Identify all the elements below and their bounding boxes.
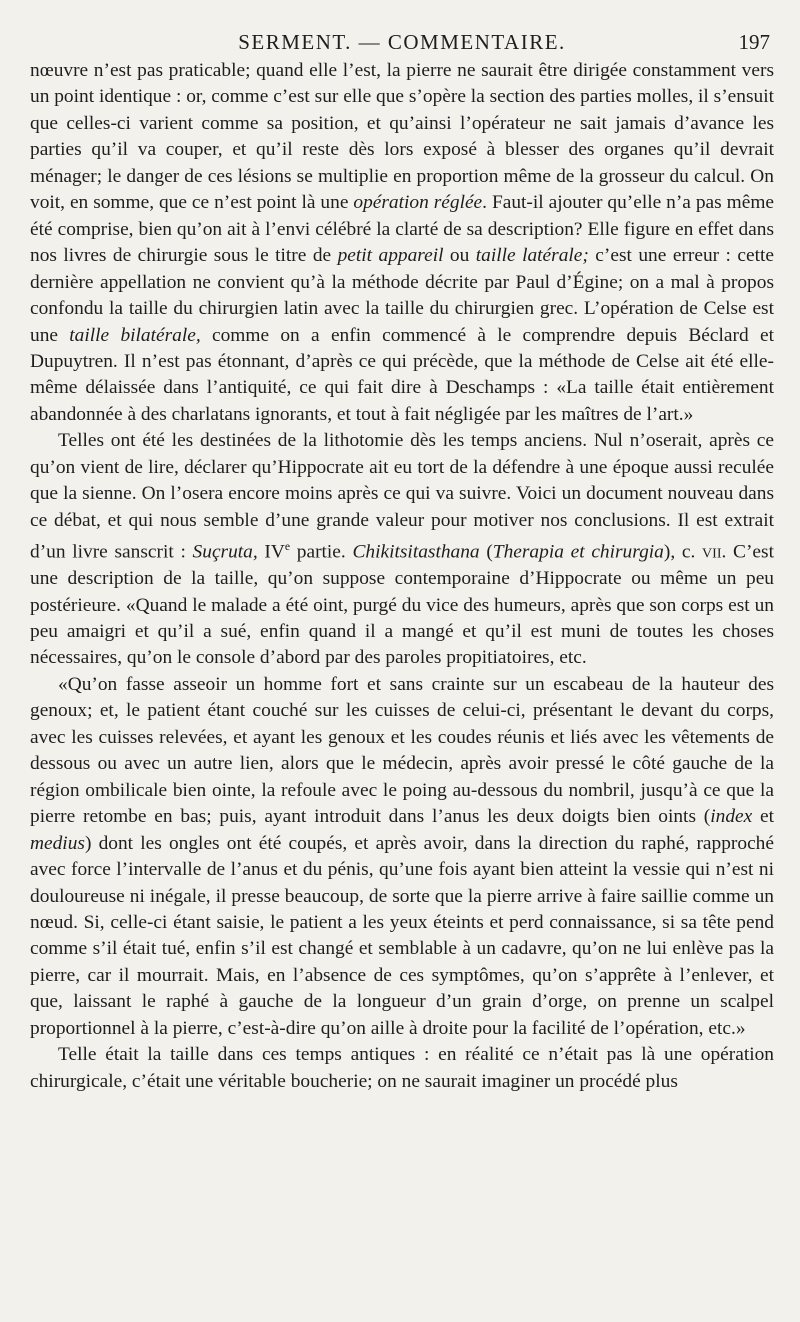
page-number: 197	[738, 30, 770, 54]
body-text	[30, 58, 774, 1095]
paragraph: Telles ont été les destinées de la lithotomie dès les temps anciens. Nul n’oserait, après ce qu’on vient de lire, déclarer qu’Hippocrate ait eu tort de la défendre à une époque aussi reculée que la sienne. On l’osera encore moins après ce qui va suivre. Voici un document nouveau dans ce débat, et qui nous semble d’une grande valeur pour motiver nos conclusions. Il est extrait d’un livre sanscrit : Suçruta, IVe partie. Chikitsitasthana (Therapia et chirurgia), c. vii. C’est une description de la taille, qu’on suppose contemporaine d’Hippocrate ou même un peu postérieure. «Quand le malade a été oint, purgé du vice des humeurs, après que son corps est un peu amaigri et qu’il a sué, enfin quand il a mangé et qu’il est muni de toutes les choses nécessaires, qu’on le console d’abord par des paroles propitiatoires, etc.	[30, 430, 774, 669]
paragraph: Telle était la taille dans ces temps antiques : en réalité ce n’était pas là une opération chirurgicale, c’était une véritable boucherie; on ne saurait imaginer un procédé plus	[30, 1044, 774, 1092]
running-header	[30, 0, 774, 58]
running-title: SERMENT. — COMMENTAIRE.	[238, 30, 566, 54]
paragraph: «Qu’on fasse asseoir un homme fort et sans crainte sur un escabeau de la hauteur des genoux; et, le patient étant couché sur les cuisses de celui-ci, présentant le devant du corps, avec les cuisses relevées, et ayant les genoux et les coudes réunis et liés avec les vêtements de dessous ou avec un autre lien, alors que le médecin, après avoir pressé le côté gauche de la région ombilicale bien ointe, la refoule avec le poing au-dessous du nombril, jusqu’à ce que la pierre retombe en bas; puis, ayant introduit dans l’anus les deux doigts bien oints (index et medius) dont les ongles ont été coupés, et après avoir, dans la direction du raphé, rapproché avec force l’intervalle de l’anus et du pénis, qu’une fois ayant bien atteint la vessie qui n’est ni douloureuse ni inégale, il presse beaucoup, de sorte que la pierre arrive à faire saillie comme un nœud. Si, celle-ci étant saisie, le patient a les yeux éteints et perd connaissance, si sa tête pend comme s’il était tué, enfin s’il est changé et semblable à un cadavre, qu’on ne lui enlève pas la pierre, car il mourrait. Mais, en l’absence de ces symptômes, qu’on s’apprête à l’enlever, et que, laissant le raphé à gauche de la longueur d’un grain d’orge, on prenne un scalpel proportionnel à la pierre, c’est-à-dire qu’on aille à droite pour la facilité de l’opération, etc.»	[30, 673, 775, 1039]
paragraph: nœuvre n’est pas praticable; quand elle l’est, la pierre ne saurait être dirigée constamment vers un point identique : or, comme c’est sur elle que s’opère la section des parties molles, il s’ensuit que celles-ci varient comme sa position, et qu’ainsi l’opérateur ne sait jamais d’avance les parties qu’il va couper, et qu’il reste dès lors exposé à blesser des organes qu’il devrait ménager; le danger de ces lésions se multiplie en proportion même de la grosseur du calcul. On voit, en somme, que ce n’est point là une opération réglée. Faut-il ajouter qu’elle n’a pas même été comprise, bien qu’on ait à l’envi célébré la clarté de sa description? Elle figure en effet dans nos livres de chirurgie sous le titre de petit appareil ou taille latérale; c’est une erreur : cette dernière appellation ne convient qu’à la méthode décrite par Paul d’Égine; on a mal à propos confondu la taille du chirurgien latin avec la taille du chirurgien grec. L’opération de Celse est une taille bilatérale, comme on a enfin commencé à le comprendre depuis Béclard et Dupuytren. Il n’est pas étonnant, d’après ce qui précède, que la méthode de Celse ait été elle-même délaissée dans l’antiquité, ce qui fait dire à Deschamps : «La taille était entièrement abandonnée à des charlatans ignorants, et tout à fait négligée par les maîtres de l’art.»	[30, 60, 775, 425]
